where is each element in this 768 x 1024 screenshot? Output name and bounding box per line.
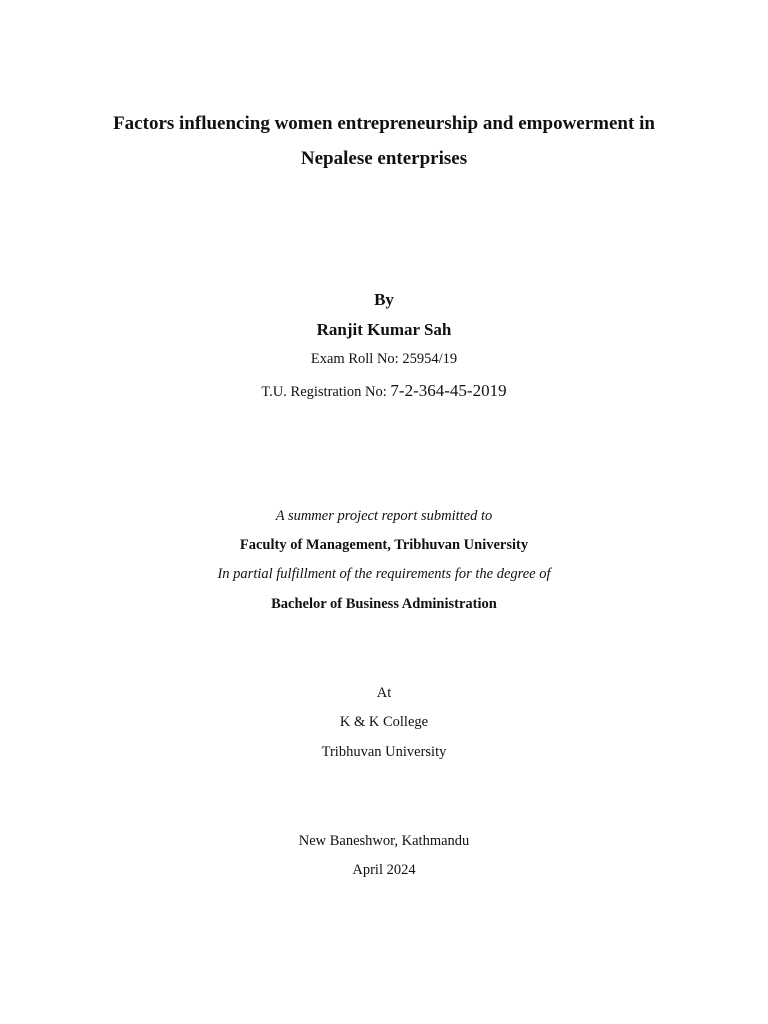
author-name: Ranjit Kumar Sah — [316, 320, 452, 339]
by-label: By — [374, 290, 394, 309]
exam-roll-number: Exam Roll No: 25954/19 — [310, 351, 458, 367]
submission-date: April 2024 — [352, 862, 416, 878]
university-name: Tribhuvan University — [321, 744, 447, 760]
faculty-name: Faculty of Management, Tribhuvan University — [239, 537, 529, 553]
college-name: K & K College — [339, 714, 429, 730]
location: New Baneshwor, Kathmandu — [298, 833, 470, 849]
title-line-2: Nepalese enterprises — [300, 148, 468, 169]
fulfillment-line: In partial fulfillment of the requirements for the degree of — [217, 566, 551, 582]
at-label: At — [376, 685, 392, 701]
submission-line: A summer project report submitted to — [275, 508, 493, 524]
title-line-1: Factors influencing women entrepreneurship and empowerment in — [113, 113, 655, 134]
registration-number: 7-2-364-45-2019 — [390, 381, 507, 400]
registration-label: T.U. Registration No: — [261, 384, 391, 400]
registration-line — [0, 382, 768, 400]
degree-name: Bachelor of Business Administration — [271, 596, 497, 612]
